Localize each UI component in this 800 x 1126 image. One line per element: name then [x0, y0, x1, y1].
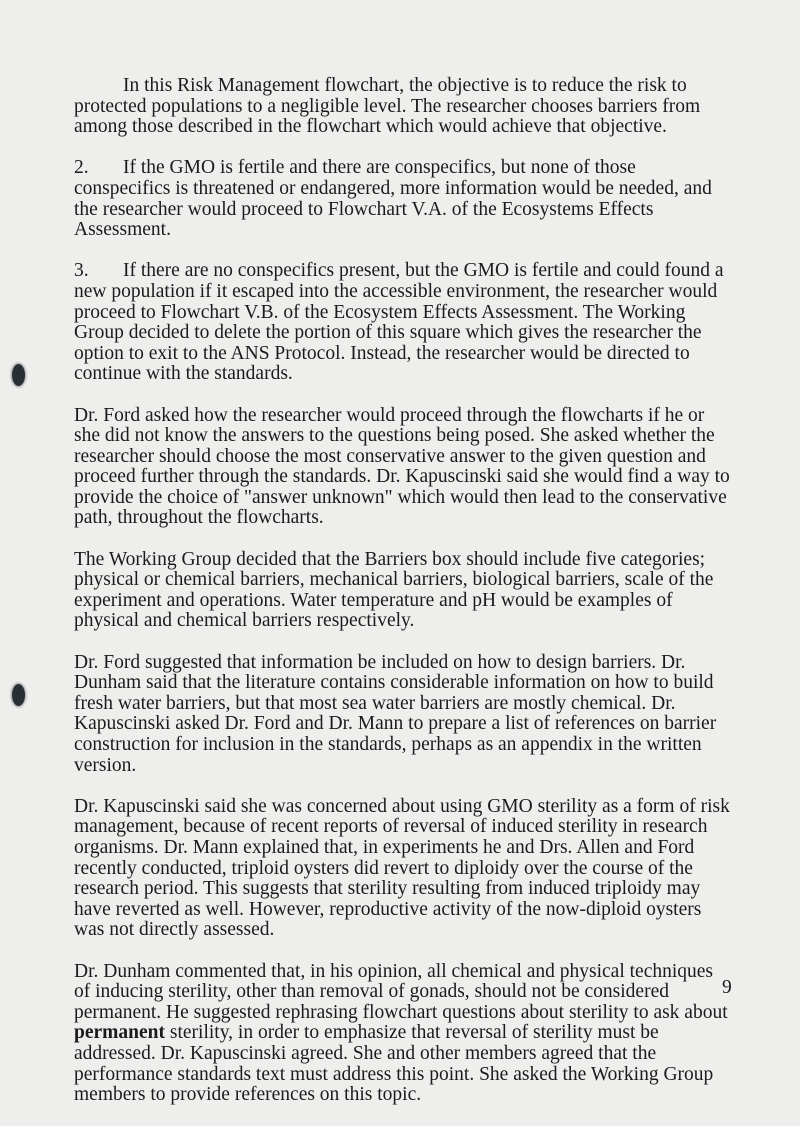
- barriers-box-paragraph: The Working Group decided that the Barriers box should include five categories; physical or chemical barriers, mechanical barriers, biological barriers, scale of the experiment and operations. Water temperature and pH would be examples of physical and chemical barriers respectively.: [74, 548, 714, 632]
- dunham-bold-word: permanent: [74, 1022, 165, 1044]
- item-2-number: 2.: [74, 157, 89, 179]
- binder-hole-top: [12, 364, 25, 386]
- item-2-text: If the GMO is fertile and there are conspecifics, but none of those conspecifics is threatened or endangered, more information would be needed, and the researcher would proceed to Flowchart V.A. of the Ecosystems Effects Assessment.: [74, 157, 712, 241]
- item-3-number: 3.: [74, 260, 89, 282]
- kapuscinski-concern-paragraph: Dr. Kapuscinski said she was concerned about using GMO sterility as a form of risk management, because of recent reports of reversal of induced sterility in research organisms. Dr. Mann explained that, in experiments he and Drs. Allen and Ford recently conducted, triploid oysters did revert to diploidy over the course of the research period. This suggests that sterility resulting from induced triploidy may have reverted as well. However, reproductive activity of the now-diploid oysters was not directly assessed.: [74, 795, 730, 941]
- page-number: 9: [722, 977, 732, 998]
- dunham-text-after: sterility, in order to emphasize that reversal of sterility must be addressed. Dr. Kapuscinski agreed. She and other members agreed that the performance standards text must address this point. She asked the Working Group members to provide references on this topic.: [74, 1022, 714, 1106]
- intro-paragraph: [74, 76, 734, 138]
- item-3-paragraph: [74, 261, 734, 385]
- item-2-paragraph: [74, 158, 734, 240]
- binder-hole-bottom: [12, 684, 25, 706]
- dunham-text-before: Dr. Dunham commented that, in his opinion, all chemical and physical techniques of inducing sterility, other than removal of gonads, should not be considered permanent. He suggested rephrasing flowchart questions about sterility to ask about: [74, 960, 728, 1023]
- document-body: [74, 76, 734, 1126]
- intro-text: In this Risk Management flowchart, the objective is to reduce the risk to protected populations to a negligible level. The researcher chooses barriers from among those described in the flowchart which would achieve that objective.: [74, 75, 701, 138]
- ford-question-paragraph: Dr. Ford asked how the researcher would proceed through the flowcharts if he or she did not know the answers to the questions being posed. She asked whether the researcher should choose the most conservative answer to the given question and proceed further through the standards. Dr. Kapuscinski said she would find a way to provide the choice of "answer unknown" which would then lead to the conservative path, throughout the flowcharts.: [74, 404, 730, 529]
- dunham-comment-paragraph: [74, 962, 734, 1106]
- ford-suggestion-paragraph: Dr. Ford suggested that information be included on how to design barriers. Dr. Dunham said that the literature contains considerable information on how to build fresh water barriers, but that most sea water barriers are mostly chemical. Dr. Kapuscinski asked Dr. Ford and Dr. Mann to prepare a list of references on barrier construction for inclusion in the standards, perhaps as an appendix in the written version.: [74, 651, 717, 776]
- item-3-text: If there are no conspecifics present, but the GMO is fertile and could found a new population if it escaped into the accessible environment, the researcher would proceed to Flowchart V.B. of the Ecosystem Effects Assessment. The Working Group decided to delete the portion of this square which gives the researcher the option to exit to the ANS Protocol. Instead, the researcher would be directed to continue with the standards.: [74, 260, 724, 385]
